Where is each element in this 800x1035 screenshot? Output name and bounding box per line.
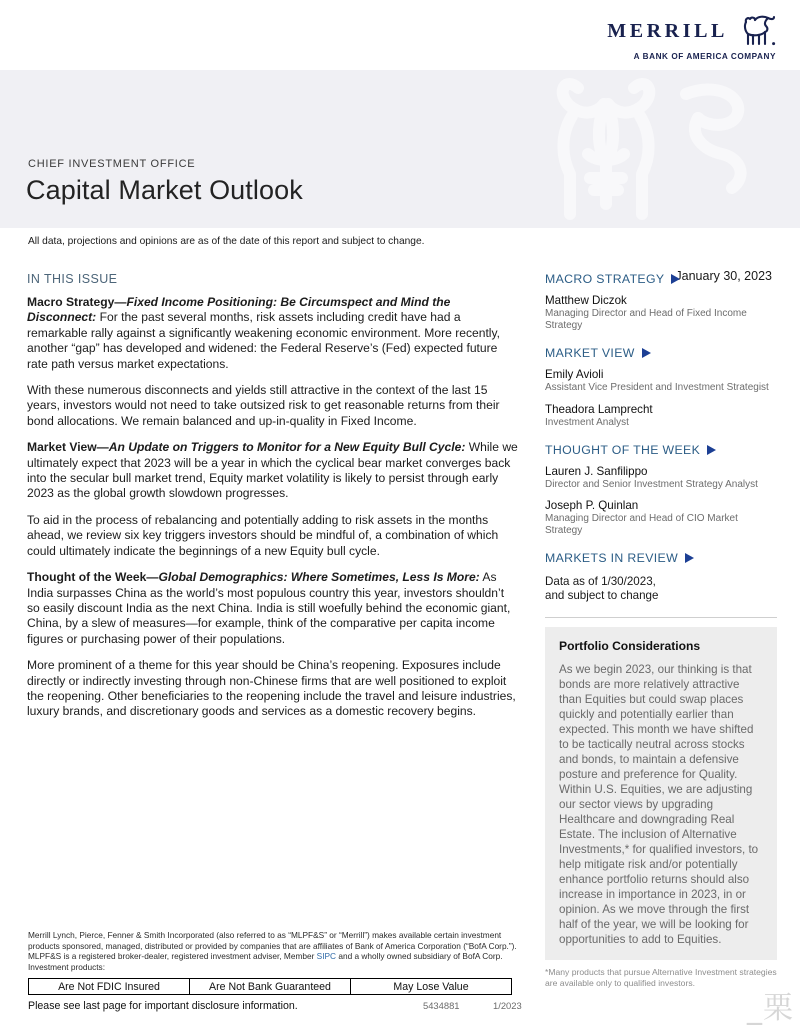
bull-watermark-icon [526,54,776,254]
summary-paragraph: More prominent of a theme for this year should be China’s reopening. Exposures include directly or indirectly investing through non-Chinese firms that are well positioned to exploit the reopening. Other beneficiaries to the reopening include the travel and leisure industries, luxury brands, and discretionary goods and services as a domestic recovery begins. [27,658,516,719]
author-title: Investment Analyst [545,416,629,428]
sipc-link[interactable]: SIPC [316,951,337,962]
author-title: Assistant Vice President and Investment Strategist [545,382,769,394]
document-date: 1/2023 [493,1000,522,1011]
data-notice: All data, projections and opinions are as of the date of this report and subject to change. [28,236,425,247]
contributors-column [545,272,777,988]
page-title: Capital Market Outlook [26,175,303,205]
sidebar-section-label: THOUGHT OF THE WEEK [545,442,701,457]
in-this-issue-label: IN THIS ISSUE [27,272,118,286]
sidebar-section-header[interactable] [545,346,777,360]
summary-paragraph: To aid in the process of rebalancing and potentially adding to risk assets in the months ahead, we review six key triggers investors should be mindful of, a combination of which could ultimately indicate the beginnings of a new Equity bull cycle. [27,512,499,558]
disclosure-note: Please see last page for important disclosure information. [28,1000,298,1012]
play-triangle-icon[interactable] [685,553,694,563]
footer-last-line [28,1000,520,1012]
summary-paragraph: Market View—An Update on Triggers to Monitor for a New Equity Bull Cycle: While we ultimately expect that 2023 will be a year in which the cyclical bear market converges back into the secular bull market trend, Equity market volatility is likely to persist through early 2023 as the global growth slowdown progresses. [27,440,518,501]
author-name: Lauren J. Sanfilippo [545,464,648,478]
sidebar-section-header[interactable] [545,272,777,286]
contributor-sections [545,272,777,565]
investment-products-table [28,978,512,995]
portfolio-box-body: As we begin 2023, our thinking is that bonds are more relatively attractive than Equities but could swap places quickly and potentially earlier than expected. This month we have shifted to be tactically neutral across stocks and bonds, to maintain a defensive posture and preference for Quality. Within U.S. Equities, we are adjusting our sector views by upgrading Healthcare and downgrading Real Estate. The inclusion of Alternative Investments,* for qualified investors, to help mitigate risk and/or potentially enhance portfolio returns should also increase in importance in 2023, in or opinion. As we move through the first half of the year, we will be looking for opportunities to add to Equities. [559,663,759,947]
play-triangle-icon[interactable] [671,274,680,284]
legal-disclaimer [28,930,520,972]
issue-date: January 30, 2023 [675,269,772,283]
sidebar-section-label: MACRO STRATEGY [545,272,665,286]
fdic-cell-0: Are Not FDIC Insured [29,979,190,994]
summary-paragraph: Macro Strategy—Fixed Income Positioning: Be Circumspect and Mind the Disconnect: For the past several months, risk assets including credit have had a remarkable rally against a significantly weakening economic environment. More recently, another “gap” has developed and widened: the Federal Reserve’s (Fed) expected future rate path versus market expectations. [27,295,500,371]
sidebar-section-header[interactable] [545,443,777,457]
merrill-wordmark: MERRILL [607,20,728,42]
author-title: Director and Senior Investment Strategy Analyst [545,478,758,490]
play-triangle-icon[interactable] [642,348,651,358]
author-entry [545,403,777,429]
merrill-tagline: A BANK OF AMERICA COMPANY [633,52,776,61]
author-name: Matthew Diczok [545,294,627,307]
document-code: 5434881 [423,1000,460,1011]
sidebar-section-header[interactable] [545,551,777,565]
disclaimer-text-post: and a wholly owned subsidiary of BofA Corp. Investment products: [28,951,503,972]
sidebar-section-label: MARKETS IN REVIEW [545,551,679,566]
play-triangle-icon[interactable] [707,445,716,455]
page-watermark: _栗 [747,991,794,1026]
author-entry [545,368,777,394]
author-name: Joseph P. Quinlan [545,499,639,513]
author-entry [545,499,777,537]
portfolio-box-title: Portfolio Considerations [559,639,701,654]
author-entry [545,294,777,332]
data-as-of-note: Data as of 1/30/2023, and subject to change [545,575,659,603]
divider [545,617,777,618]
disclaimer-text-pre: Merrill Lynch, Pierce, Fenner & Smith Incorporated (also referred to as “MLPF&S” or “Merrill”) makes available certain investment products sponsored, managed, distributed or provided by companies that are affiliates of Bank of America Corporation (“BofA Corp.”). MLPF&S is a registered broker-dealer, registered investment adviser, Member [28,930,517,962]
summary-paragraphs [27,295,519,720]
article-summary-column [27,272,519,731]
portfolio-considerations-box [545,627,777,960]
author-title: Managing Director and Head of CIO Market Strategy [545,513,738,537]
summary-paragraph: Thought of the Week—Global Demographics: Where Sometimes, Less Is More: As India surpasses China as the world’s most populous country this year, investors shouldn’t so easily discount India as the next China. India is still woefully behind the economic giant, China, by a slew of measures—for example, think of the comparative per capita income figures or purchasing power of their populations. [27,570,511,646]
author-name: Emily Avioli [545,368,604,382]
bull-logo-icon [734,14,776,48]
fdic-cell-1: Are Not Bank Guaranteed [190,979,351,994]
summary-paragraph: With these numerous disconnects and yields still attractive in the context of the last 15 years, investors would not need to take outsized risk to get reasonable returns from their bond allocations. We remain balanced and up-in-quality in Fixed Income. [27,383,500,428]
author-entry [545,465,777,491]
sidebar-section-label: MARKET VIEW [545,346,635,361]
author-name: Theadora Lamprecht [545,402,653,416]
author-title: Managing Director and Head of Fixed Income Strategy [545,308,747,332]
eyebrow-label: CHIEF INVESTMENT OFFICE [28,158,196,170]
fdic-cell-2: May Lose Value [393,980,469,993]
portfolio-box-footnote: *Many products that pursue Alternative Investment strategies are available only to qualified investors. [545,967,777,988]
